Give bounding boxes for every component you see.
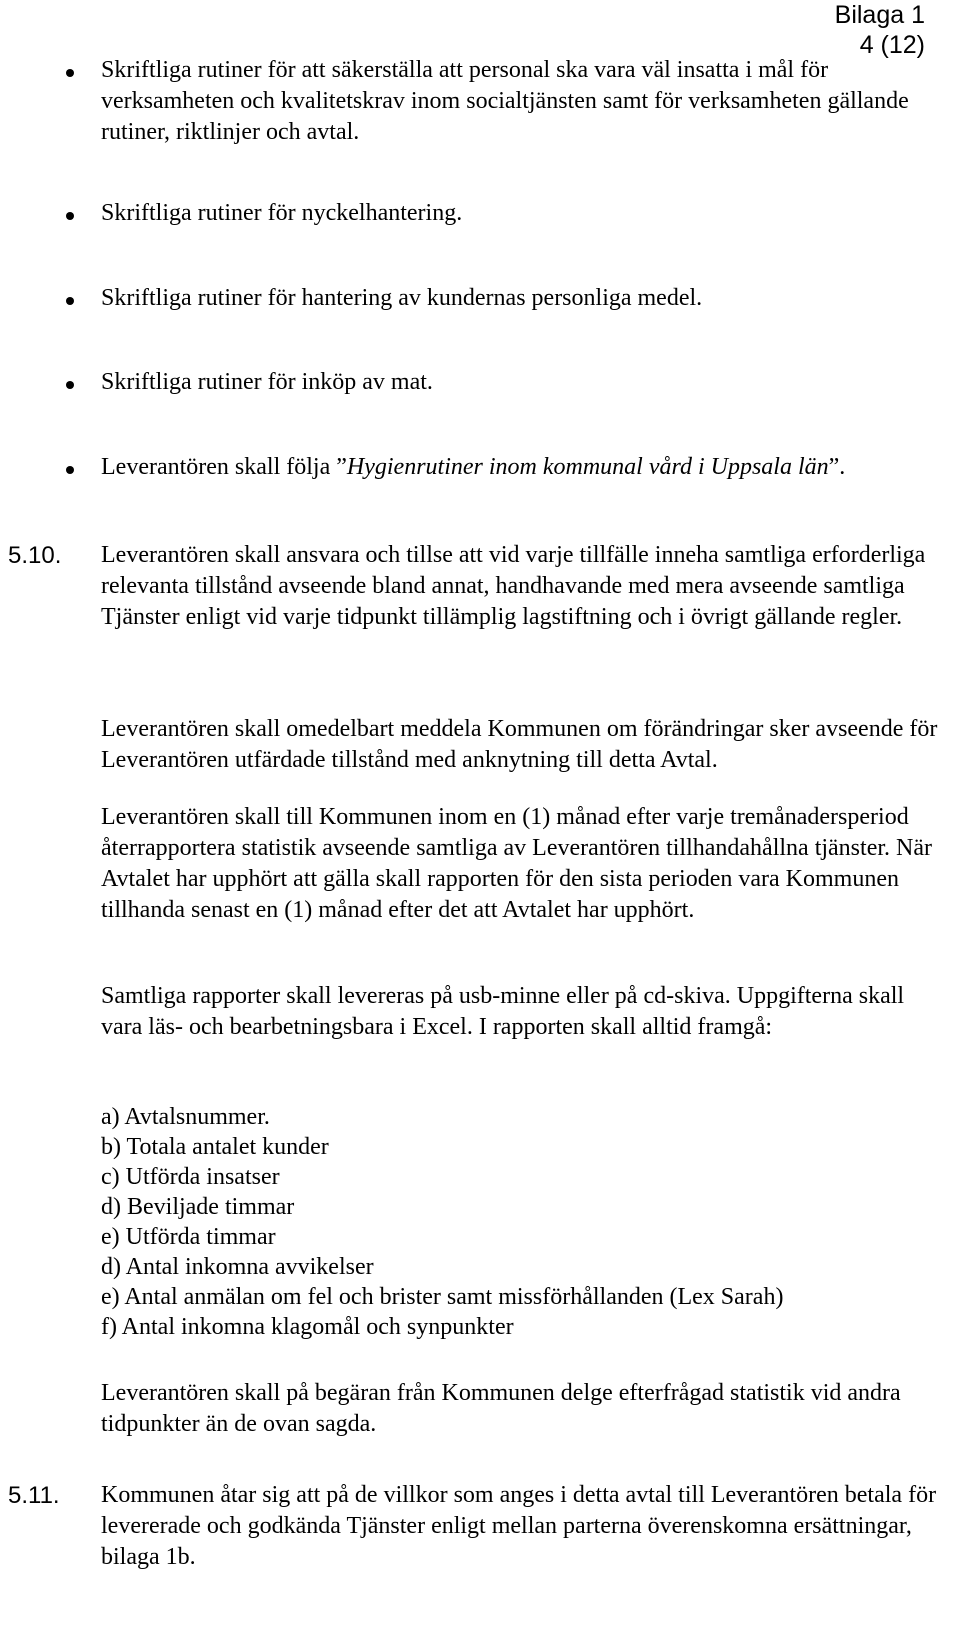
paragraph-statistics-on-request: Leverantören skall på begäran från Kommunen delge efterfrågad statistik vid andra tidpunkter än de ovan sagda. — [101, 1380, 901, 1437]
list-item: e) Antal anmälan om fel och brister samt missförhållanden (Lex Sarah) — [101, 1284, 784, 1310]
paragraph-report-format: Samtliga rapporter skall levereras på usb-minne eller på cd-skiva. Uppgifterna skall vara läs- och bearbetningsbara i Excel. I rapporten skall alltid framgå: — [101, 983, 905, 1040]
bullet-icon — [66, 466, 74, 474]
list-item: b) Totala antalet kunder — [101, 1134, 329, 1160]
bullet-text: Skriftliga rutiner för nyckelhantering. — [101, 200, 463, 226]
section-text: Leverantören skall ansvara och tillse att vid varje tillfälle inneha samtliga erforderliga relevanta tillstånd avseende bland annat, handhavande med mera avseende samtliga Tjänster enligt vid varje tidpunkt tillämplig lagstiftning och i övrigt gällande regler. — [101, 542, 926, 630]
list-item: f) Antal inkomna klagomål och synpunkter — [101, 1314, 514, 1340]
bullet-text-suffix: ”. — [828, 454, 846, 480]
page-number: 4 (12) — [859, 31, 925, 59]
page-header — [835, 0, 925, 60]
bullet-text: Skriftliga rutiner för hantering av kundernas personliga medel. — [101, 285, 703, 311]
paragraph-quarterly-reporting: Leverantören skall till Kommunen inom en (1) månad efter varje tremånadersperiod återrapportera statistik avseende samtliga av Leverantören tillhandahållna tjänster. När Avtalet har upphört att gälla skall rapporten för den sista perioden vara Kommunen tillhanda senast en (1) månad efter det att Avtalet har upphört. — [101, 804, 932, 923]
document-title-reference: Hygienrutiner inom kommunal vård i Uppsala län — [346, 454, 829, 480]
bullet-icon — [66, 381, 74, 389]
report-contents-list — [101, 1102, 946, 1342]
list-item: d) Beviljade timmar — [101, 1194, 295, 1220]
section-number: 5.10. — [8, 542, 62, 569]
bullet-icon — [66, 297, 74, 305]
section-number: 5.11. — [8, 1482, 60, 1509]
paragraph-permit-changes: Leverantören skall omedelbart meddela Kommunen om förändringar sker avseende för Leverantören utfärdade tillstånd med anknytning till detta Avtal. — [101, 716, 938, 773]
bullet-text: Skriftliga rutiner för att säkerställa att personal ska vara väl insatta i mål för verksamheten och kvalitetskrav inom socialtjänsten samt för verksamheten gällande rutiner, riktlinjer och avtal. — [101, 57, 909, 145]
list-item: a) Avtalsnummer. — [101, 1104, 270, 1130]
list-item: e) Utförda timmar — [101, 1224, 276, 1250]
attachment-label: Bilaga 1 — [834, 1, 925, 29]
section-text: Kommunen åtar sig att på de villkor som anges i detta avtal till Leverantören betala för levererade och godkända Tjänster enligt mellan parterna överenskomna ersättningar, bilaga 1b. — [101, 1482, 937, 1570]
list-item: c) Utförda insatser — [101, 1164, 280, 1190]
list-item: d) Antal inkomna avvikelser — [101, 1254, 374, 1280]
bullet-text — [101, 452, 931, 483]
bullet-text: Skriftliga rutiner för inköp av mat. — [101, 369, 433, 395]
bullet-text-prefix: Leverantören skall följa ” — [101, 454, 347, 480]
bullet-icon — [66, 212, 74, 220]
bullet-icon — [66, 69, 74, 77]
